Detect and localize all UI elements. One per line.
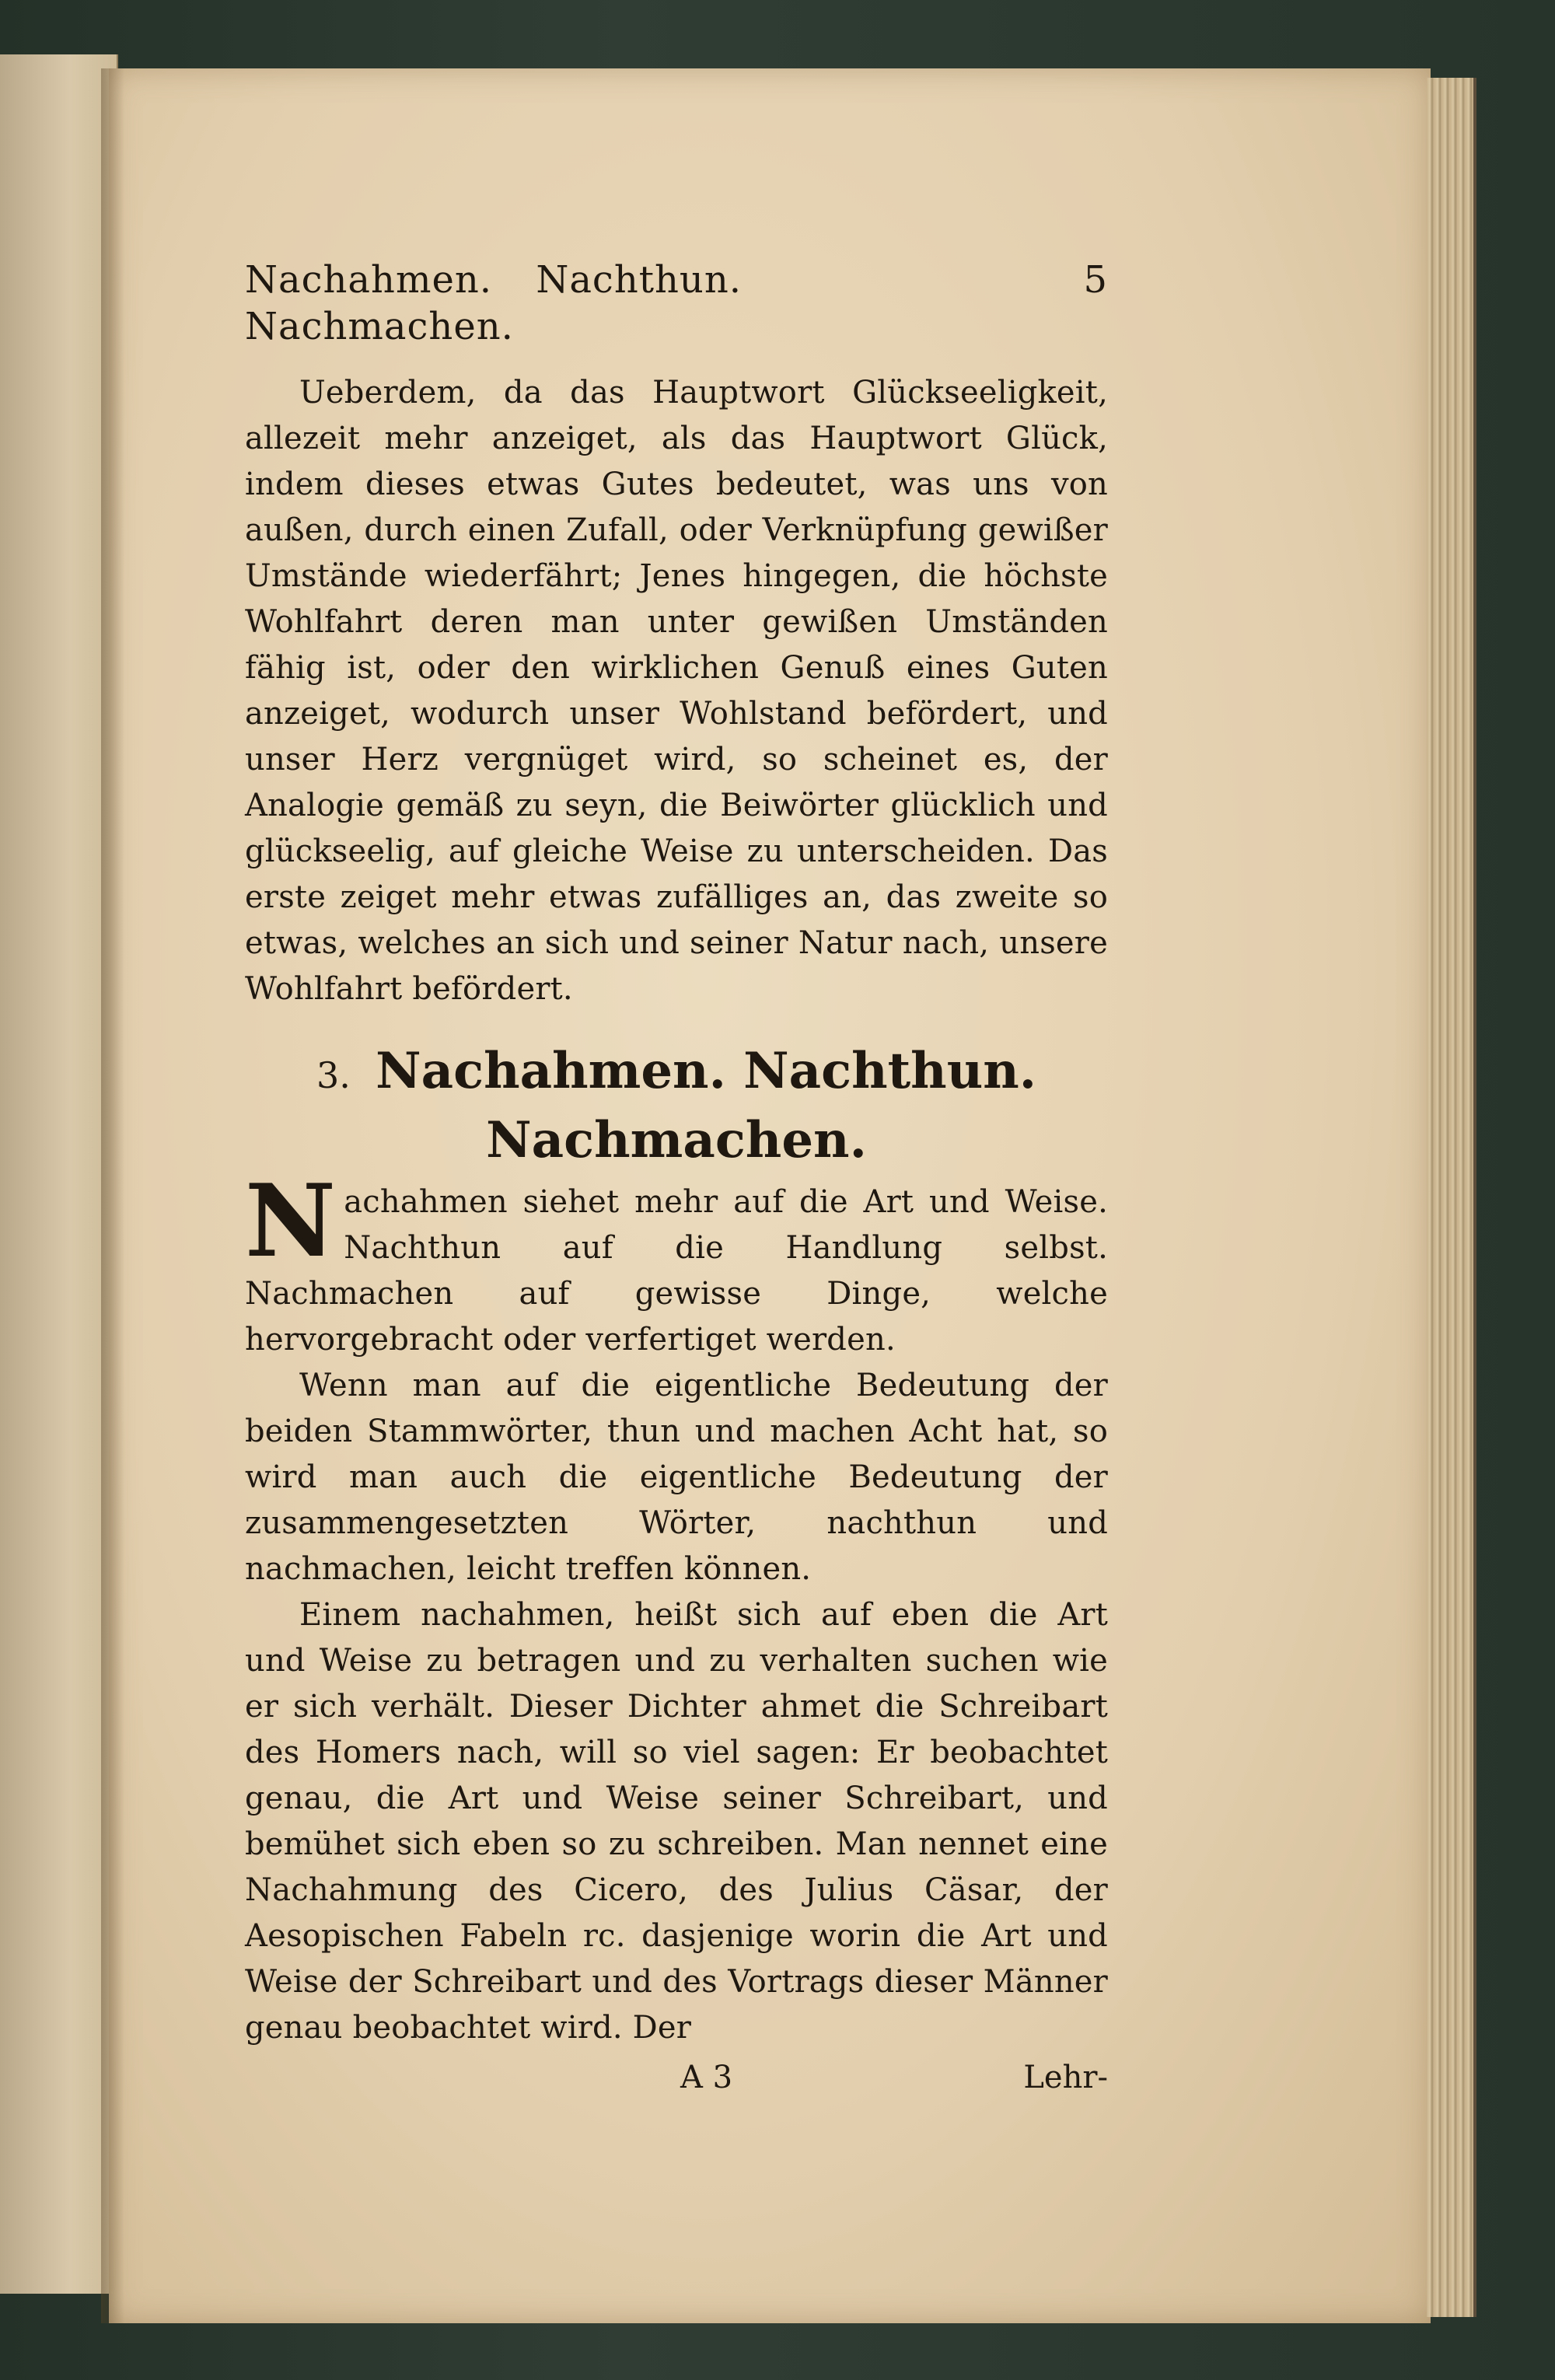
section-first-paragraph-text: achahmen siehet mehr auf die Art und Weise. Nachthun auf die Handlung selbst. Nachmachen auf gewisse Dinge, welche hervorgebracht oder verfertiget werden. [245,1184,1108,1358]
section-paragraph-3: Einem nachahmen, heißt sich auf eben die Art und Weise zu betragen und zu verhalten suchen wie er sich verhält. Dieser Dichter ahmet die Schreibart des Homers nach, will so viel sagen: Er beobachtet genau, die Art und Weise seiner Schreibart, und bemühet sich eben so zu schreiben. Man nennet eine Nachahmung des Cicero, des Julius Cäsar, der Aesopischen Fabeln rc. dasjenige worin die Art und Weise der Schreibart und des Vortrags dieser Männer genau beobachtet wird. Der [245,1597,1108,2046]
section-first-paragraph [245,1163,1108,1363]
page-number: 5 [1083,258,1108,302]
page-footer [245,2056,1108,2099]
catchword: Lehr- [1023,2060,1108,2095]
section-paragraph-2: Wenn man auf die eigentliche Bedeutung der beiden Stammwörter, thun und machen Acht hat, so wird man auch die eigentliche Bedeutung der zusammengesetzten Wörter, nachthun und nachmachen, leicht treffen können. [245,1368,1108,1587]
page-edges [1427,78,1476,2317]
signature-mark: A 3 [680,2060,733,2095]
running-head [245,257,1108,350]
running-head-title-1: Nachahmen. [245,258,493,302]
section-title-line-1: Nachahmen. Nachthun. [376,1042,1037,1100]
section-heading [245,1039,1108,1173]
drop-cap: N [245,1163,337,1280]
running-head-title-2: Nachthun. [536,258,743,302]
section-title-line-2: Nachmachen. [486,1111,867,1169]
running-head-title-3: Nachmachen. [245,305,514,348]
section-number: 3. [316,1054,351,1096]
page-content [245,257,1108,2099]
running-head-titles [245,257,1083,350]
spine-shadow [101,68,124,2323]
section-heading-line-1 [245,1039,1108,1108]
intro-paragraph: Ueberdem, da das Hauptwort Glückseeligkeit, allezeit mehr anzeiget, als das Hauptwort Glück, indem dieses etwas Gutes bedeutet, was uns von außen, durch einen Zufall, oder Verknüpfung gewißer Umstände wiederfährt; Jenes hingegen, die höchste Wohlfahrt deren man unter gewißen Umständen fähig ist, oder den wirklichen Genuß eines Guten anzeiget, wodurch unser Wohlstand befördert, und unser Herz vergnüget wird, so scheinet es, der Analogie gemäß zu seyn, die Beiwörter glücklich und glückseelig, auf gleiche Weise zu unterscheiden. Das erste zeiget mehr etwas zufälliges an, das zweite so etwas, welches an sich und seiner Natur nach, unsere Wohlfahrt befördert. [245,375,1108,1007]
